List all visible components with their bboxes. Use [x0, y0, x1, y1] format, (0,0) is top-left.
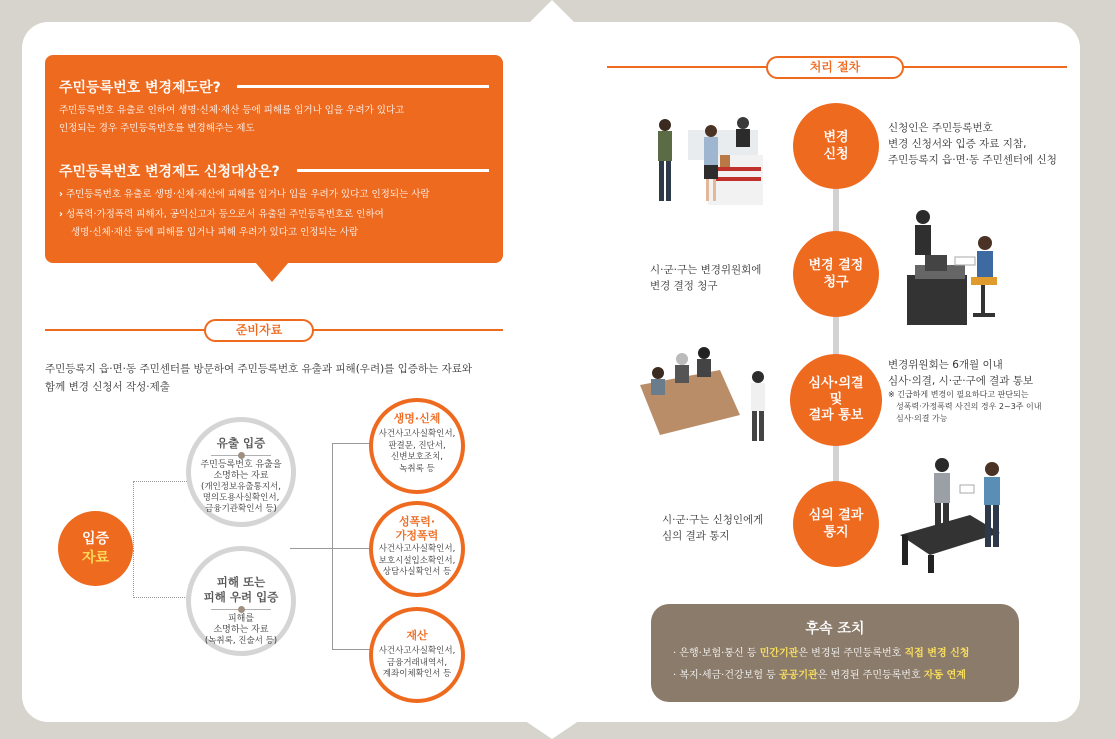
step-notify-text: 시·군·구는 신청인에게 심의 결과 통지: [662, 514, 764, 542]
connector-leak: [133, 481, 189, 551]
chevron-right-icon: ›: [59, 189, 63, 200]
counter-service-illustration: [648, 105, 768, 215]
preparation-title: 준비자료: [204, 319, 314, 342]
step-review-text: 변경위원회는 6개월 이내 심사·의결, 시·군·구에 결과 통보 ※ 긴급하게 변경이 필요하다고 판단되는 성폭력·가정폭력 사건의 경우 2~3주 이내 심사·의결 가능: [888, 359, 1042, 423]
procedure-title: 처리 절차: [766, 56, 904, 79]
connector-damage-right: [290, 548, 332, 549]
result-handover-illustration: [900, 455, 1020, 575]
definition-title-rule: [237, 85, 489, 88]
separator-dot: [211, 609, 271, 610]
top-notch: [512, 0, 592, 40]
committee-meeting-illustration: [640, 345, 780, 445]
followup-line-1: · 은행·보험·통신 등 민간기관은 변경된 주민등록번호 직접 변경 신청: [673, 648, 970, 659]
followup-line-2: · 복지·세금·건강보험 등 공공기관은 변경된 주민등록번호 자동 연계: [673, 670, 966, 681]
connector-violence: [332, 548, 370, 549]
eligibility-bullet-1: › 주민등록번호 유출로 생명·신체·재산에 피해를 입거나 입을 우려가 있다고 인정되는 사람: [59, 189, 430, 200]
life-body-circle: 생명·신체 사건사고사실확인서, 판결문, 진단서, 신변보호조치, 녹취록 등: [369, 398, 465, 494]
definition-desc-2: 인정되는 경우 주민등록번호를 변경해주는 제도: [59, 123, 255, 134]
preparation-desc: 주민등록지 읍·면·동 주민센터를 방문하여 주민등록번호 유출과 피해(우려)를 입증하는 자료와 함께 변경 신청서 작성·제출: [45, 363, 473, 393]
connector-property: [332, 649, 370, 650]
step-request-text: 시·군·구는 변경위원회에 변경 결정 청구: [650, 264, 762, 292]
followup-title: 후속 조치: [805, 621, 865, 637]
definition-desc-1: 주민등록번호 유출로 인하여 생명·신체·재산 등에 피해를 입거나 입을 우려가 있다고: [59, 105, 405, 116]
leak-proof-circle: 유출 입증 주민등록번호 유출을 소명하는 자료 (개인정보유출통지서, 명의도용사실확인서, 금융기관확인서 등): [186, 417, 296, 527]
step-review-circle: 심사·의결 및 결과 통보: [790, 354, 882, 446]
eligibility-title-rule: [297, 169, 489, 172]
separator-dot: [211, 455, 271, 456]
followup-box: [651, 604, 1019, 702]
property-circle: 재산 사건사고사실확인서, 금융거래내역서, 계좌이체확인서 등: [369, 607, 465, 703]
step-apply-text: 신청인은 주민등록번호 변경 신청서와 입증 자료 지참, 주민등록지 읍·면·동 주민센터에 신청: [888, 122, 1057, 166]
step-request-circle: 변경 결정 청구: [793, 231, 879, 317]
definition-title: 주민등록번호 변경제도란?: [59, 80, 221, 96]
definition-box: [45, 55, 503, 263]
connector-life: [332, 443, 370, 444]
step-apply-circle: 변경 신청: [793, 103, 879, 189]
eligibility-title: 주민등록번호 변경제도 신청대상은?: [59, 164, 280, 180]
bottom-notch: [512, 712, 592, 739]
connector-vertical: [332, 443, 333, 649]
eligibility-bullet-2: › 성폭력·가정폭력 피해자, 공익신고자 등으로서 유출된 주민등록번호로 인하여: [59, 209, 384, 220]
step-notify-circle: 심의 결과 통지: [793, 481, 879, 567]
violence-circle: 성폭력· 가정폭력 사건사고사실확인서, 보호시설입소확인서, 상담사실확인서 등: [369, 501, 465, 597]
connector-damage: [133, 550, 189, 598]
proof-materials-circle: 입증 자료: [58, 511, 133, 586]
damage-proof-circle: 피해 또는 피해 우려 입증 피해를 소명하는 자료 (녹취록, 진술서 등): [186, 546, 296, 656]
office-desk-illustration: [905, 205, 1015, 335]
chevron-right-icon: ›: [59, 209, 63, 220]
eligibility-bullet-2-cont: 생명·신체·재산 등에 피해를 입거나 피해 우려가 있다고 인정되는 사람: [71, 227, 359, 238]
